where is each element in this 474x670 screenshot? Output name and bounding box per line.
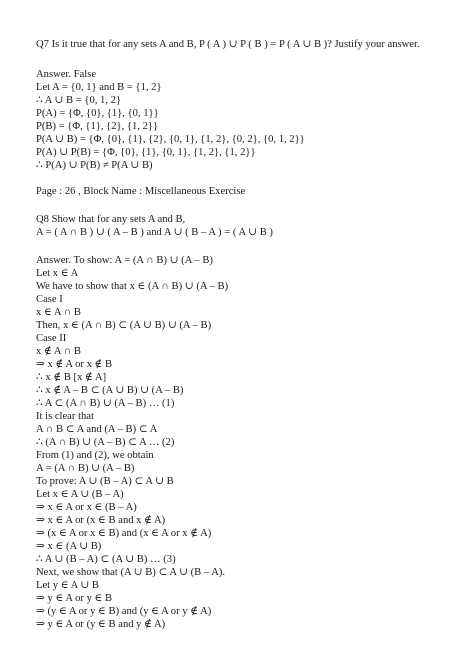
page-block-label: Page : 26 , Block Name : Miscellaneous Exercise: [36, 186, 246, 197]
q8-line: ⇒ y ∈ A or (y ∈ B and y ∉ A): [36, 619, 166, 630]
q8-line: ⇒ x ∈ (A ∪ B): [36, 541, 102, 552]
q7-line-pa: P(A) = {Φ, {0}, {1}, {0, 1}}: [36, 108, 159, 119]
q8-line: ∴ A ∪ (B – A) ⊂ (A ∪ B) … (3): [36, 554, 176, 565]
q7-line-paub: P(A ∪ B) = {Φ, {0}, {1}, {2}, {0, 1}, {1, 2}, {0, 2}, {0, 1, 2}}: [36, 134, 305, 145]
q8-line: We have to show that x ∈ (A ∩ B) ∪ (A – B): [36, 281, 229, 292]
q8-line: ∴ A ⊂ (A ∩ B) ∪ (A – B) … (1): [36, 398, 175, 409]
q8-line: ∴ x ∉ B [x ∉ A]: [36, 372, 107, 383]
q8-line: ⇒ y ∈ A or y ∈ B: [36, 593, 113, 604]
q8-line: ⇒ (x ∈ A or x ∈ B) and (x ∈ A or x ∉ A): [36, 528, 212, 539]
q8-line: A ∩ B ⊂ A and (A – B) ⊂ A: [36, 424, 158, 435]
q7-line-pb: P(B) = {Φ, {1}, {2}, {1, 2}}: [36, 121, 159, 132]
q8-line: From (1) and (2), we obtain: [36, 450, 154, 461]
q8-line: Then, x ∈ (A ∩ B) ⊂ (A ∪ B) ∪ (A – B): [36, 320, 212, 331]
q8-answer-heading: Answer. To show: A = (A ∩ B) ∪ (A – B): [36, 255, 213, 266]
q8-statement: A = ( A ∩ B ) ∪ ( A – B ) and A ∪ ( B – A ) = ( A ∪ B ): [36, 227, 273, 238]
q7-answer-heading: Answer. False: [36, 69, 97, 80]
q8-line: ⇒ x ∈ A or (x ∈ B and x ∉ A): [36, 515, 166, 526]
q8-line: Let x ∈ A ∪ (B – A): [36, 489, 124, 500]
q8-line: ⇒ (y ∈ A or y ∈ B) and (y ∈ A or y ∉ A): [36, 606, 212, 617]
q8-line: Let y ∈ A ∪ B: [36, 580, 99, 591]
q8-question: Q8 Show that for any sets A and B,: [36, 214, 186, 225]
q8-line: ∴ (A ∩ B) ∪ (A – B) ⊂ A … (2): [36, 437, 175, 448]
q8-line: A = (A ∩ B) ∪ (A – B): [36, 463, 135, 474]
q8-line: ∴ x ∉ A – B ⊂ (A ∪ B) ∪ (A – B): [36, 385, 184, 396]
q8-case-heading: Case II: [36, 333, 67, 344]
q8-line: ⇒ x ∈ A or x ∈ (B – A): [36, 502, 137, 513]
q8-line: ⇒ x ∉ A or x ∉ B: [36, 359, 113, 370]
q7-conclusion: ∴ P(A) ∪ P(B) ≠ P(A ∪ B): [36, 160, 153, 171]
q8-line: It is clear that: [36, 411, 94, 422]
q8-line: x ∉ A ∩ B: [36, 346, 81, 357]
q7-line-union: ∴ A ∪ B = {0, 1, 2}: [36, 95, 122, 106]
q8-line: To prove: A ∪ (B – A) ⊂ A ∪ B: [36, 476, 174, 487]
q7-question: Q7 Is it true that for any sets A and B, P ( A ) ∪ P ( B ) = P ( A ∪ B )? Justify your answer.: [36, 39, 420, 50]
q8-case-heading: Case I: [36, 294, 63, 305]
q8-line: Let x ∈ A: [36, 268, 79, 279]
q8-line: Next, we show that (A ∪ B) ⊂ A ∪ (B – A).: [36, 567, 226, 578]
q7-line-let: Let A = {0, 1} and B = {1, 2}: [36, 82, 162, 93]
q7-line-pa-union-pb: P(A) ∪ P(B) = {Φ, {0}, {1}, {0, 1}, {1, 2}, {1, 2}}: [36, 147, 256, 158]
q8-line: x ∈ A ∩ B: [36, 307, 81, 318]
